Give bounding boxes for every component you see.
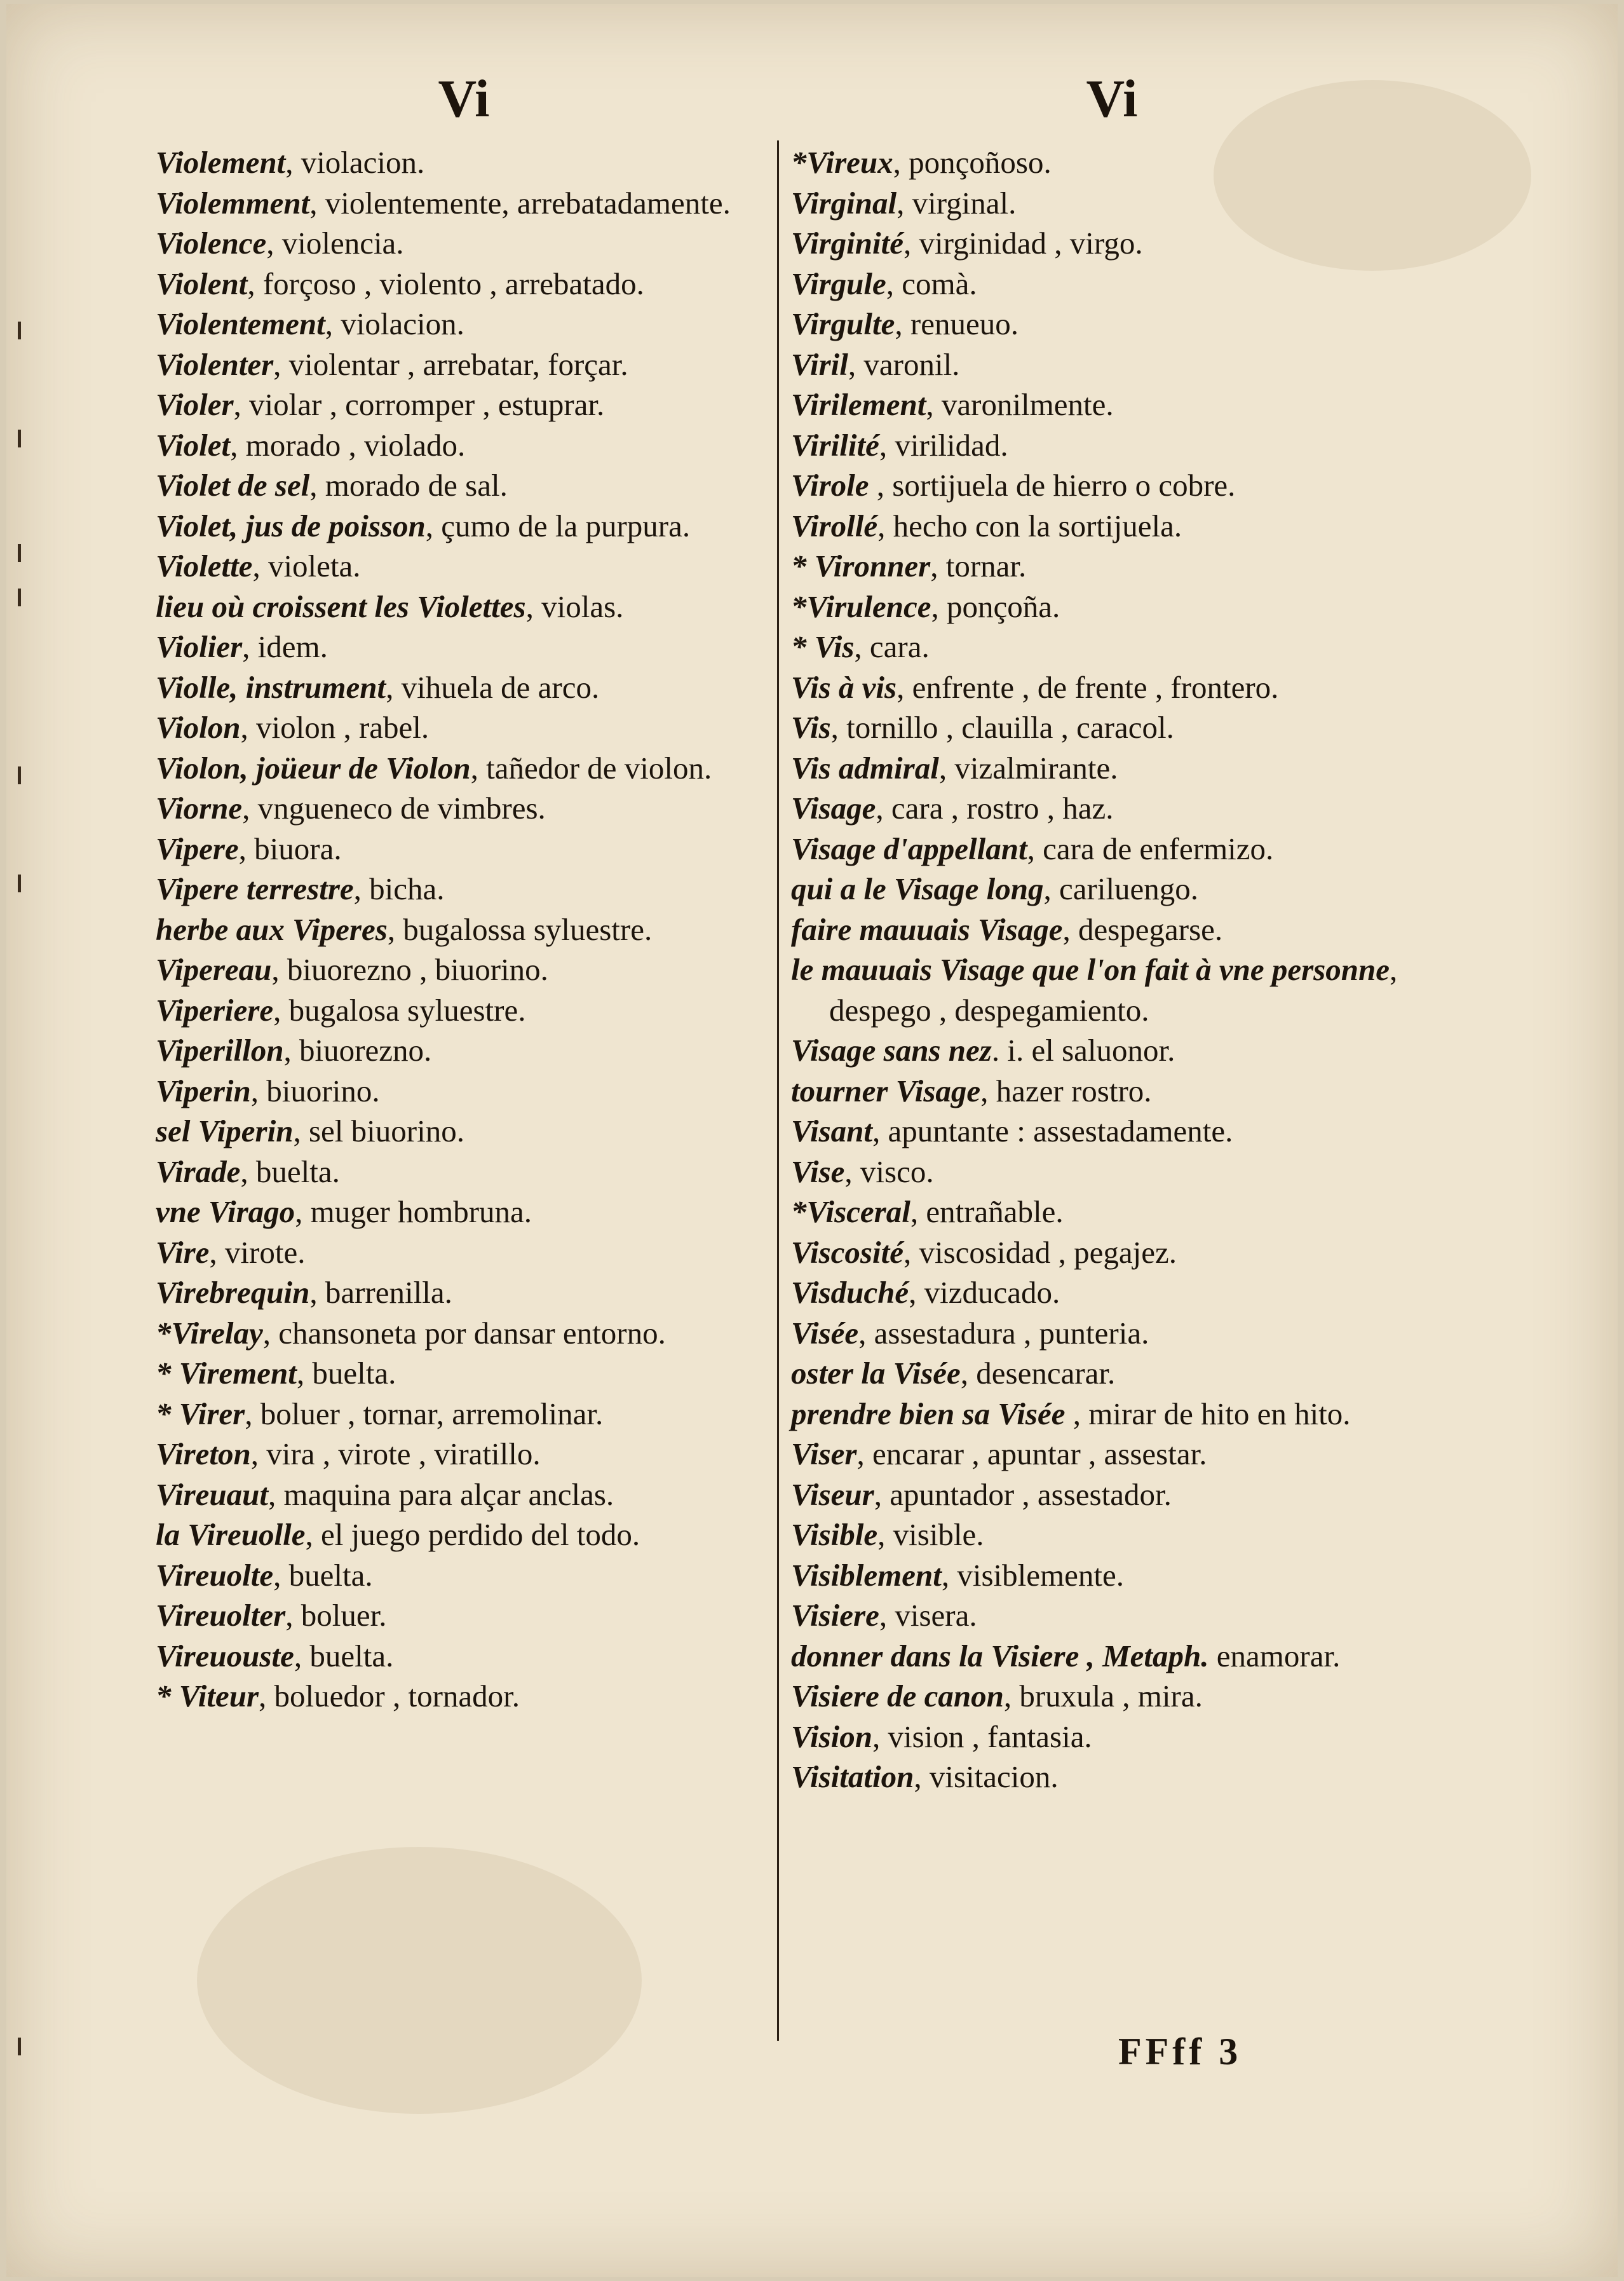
entry-definition: , violentar , arrebatar, forçar. bbox=[273, 346, 628, 382]
entry-definition: , vizducado. bbox=[909, 1275, 1060, 1310]
dictionary-entry bbox=[791, 1474, 1407, 1515]
entry-headword: Violenter bbox=[156, 346, 274, 382]
signature-mark: FFff 3 bbox=[1118, 2031, 1242, 2073]
dictionary-entry bbox=[791, 304, 1407, 344]
entry-definition: , biuorino. bbox=[250, 1073, 380, 1108]
dictionary-entry bbox=[156, 264, 766, 304]
entry-headword: lieu où croissent les Violettes bbox=[156, 589, 526, 624]
entry-headword: Violemment bbox=[156, 185, 310, 221]
entry-definition: , maquina para alçar anclas. bbox=[268, 1476, 614, 1512]
entry-definition: , violentemente, arrebatadamente. bbox=[309, 185, 731, 221]
dictionary-entry bbox=[791, 1394, 1407, 1434]
entry-headword: * Virer bbox=[156, 1396, 245, 1431]
entry-definition: , cara , rostro , haz. bbox=[876, 791, 1114, 826]
entry-definition: , buelta. bbox=[273, 1557, 373, 1593]
entry-headword: Visage bbox=[791, 791, 876, 826]
entry-headword: prendre bien sa Visée bbox=[791, 1396, 1066, 1431]
dictionary-entry bbox=[791, 183, 1407, 224]
entry-headword: Violet bbox=[156, 427, 231, 463]
dictionary-entry bbox=[791, 264, 1407, 304]
entry-headword: Virgule bbox=[791, 266, 886, 301]
entry-definition: , buelta. bbox=[294, 1638, 394, 1673]
entry-definition: enamorar. bbox=[1208, 1638, 1341, 1673]
entry-definition: , apuntante : assestadamente. bbox=[872, 1113, 1233, 1148]
entry-definition: , despego , despegamiento. bbox=[829, 952, 1398, 1028]
dictionary-entry bbox=[156, 990, 766, 1031]
entry-headword: * Viteur bbox=[156, 1678, 259, 1713]
entry-headword: Violette bbox=[156, 548, 253, 583]
entry-definition: , buelta. bbox=[296, 1356, 396, 1391]
entry-definition: , visera. bbox=[879, 1598, 977, 1633]
dictionary-entry bbox=[791, 950, 1407, 1030]
dictionary-entry bbox=[156, 546, 766, 587]
entry-definition: , renueuo. bbox=[895, 306, 1018, 341]
dictionary-entry bbox=[791, 1636, 1407, 1677]
dictionary-entry bbox=[156, 465, 766, 506]
entry-headword: Virginal bbox=[791, 185, 897, 221]
entry-definition: . i. el saluonor. bbox=[991, 1033, 1175, 1068]
entry-headword: Visée bbox=[791, 1315, 859, 1351]
entry-headword: Visiere de canon bbox=[791, 1678, 1004, 1713]
entry-definition: , tañedor de violon. bbox=[470, 750, 712, 786]
dictionary-entry bbox=[156, 1071, 766, 1112]
dictionary-entry bbox=[156, 1232, 766, 1273]
entry-headword: Virgulte bbox=[791, 306, 895, 341]
dictionary-entry bbox=[156, 1111, 766, 1152]
entry-headword: Violer bbox=[156, 387, 234, 422]
running-head-left: Vi bbox=[438, 69, 490, 128]
book-page bbox=[6, 4, 1618, 2277]
entry-headword: Vireuolter bbox=[156, 1598, 286, 1633]
entry-headword: Vipere bbox=[156, 831, 239, 866]
entry-headword: Vireton bbox=[156, 1436, 251, 1471]
entry-definition: , comà. bbox=[886, 266, 977, 301]
entry-headword: Visduché bbox=[791, 1275, 909, 1310]
entry-headword: Violier bbox=[156, 629, 243, 664]
dictionary-entry bbox=[791, 1676, 1407, 1717]
entry-headword: Vis admiral bbox=[791, 750, 939, 786]
page-stain bbox=[197, 1847, 642, 2114]
entry-headword: *Virelay bbox=[156, 1315, 263, 1351]
entry-definition: , encarar , apuntar , assestar. bbox=[856, 1436, 1207, 1471]
entry-headword: Vipereau bbox=[156, 952, 272, 987]
entry-headword: * Vis bbox=[791, 629, 855, 664]
entry-definition: , virote. bbox=[209, 1234, 306, 1270]
entry-headword: *Virulence bbox=[791, 589, 931, 624]
dictionary-entry bbox=[791, 627, 1407, 667]
entry-definition: , cariluengo. bbox=[1043, 871, 1199, 906]
entry-headword: Viril bbox=[791, 346, 848, 382]
dictionary-entry bbox=[156, 1676, 766, 1717]
dictionary-entry bbox=[156, 587, 766, 627]
running-head-right: Vi bbox=[1086, 69, 1138, 128]
dictionary-entry bbox=[791, 1595, 1407, 1636]
dictionary-entry bbox=[156, 142, 766, 183]
dictionary-entry bbox=[156, 1636, 766, 1677]
entry-definition: , muger hombruna. bbox=[295, 1194, 532, 1229]
entry-definition: , sel biuorino. bbox=[293, 1113, 464, 1148]
entry-headword: Visage d'appellant bbox=[791, 831, 1027, 866]
entry-headword: * Vironner bbox=[791, 548, 931, 583]
dictionary-entry bbox=[156, 425, 766, 466]
left-margin-marks bbox=[18, 322, 24, 2101]
entry-headword: herbe aux Viperes bbox=[156, 911, 388, 947]
dictionary-entry bbox=[791, 344, 1407, 385]
entry-headword: Viorne bbox=[156, 791, 243, 826]
dictionary-entry bbox=[791, 1030, 1407, 1071]
entry-definition: , buelta. bbox=[240, 1154, 340, 1189]
left-column bbox=[156, 142, 766, 1717]
entry-headword: Viscosité bbox=[791, 1234, 903, 1270]
entry-headword: Viser bbox=[791, 1436, 857, 1471]
entry-headword: Viperin bbox=[156, 1073, 251, 1108]
entry-headword: Virade bbox=[156, 1154, 241, 1189]
entry-definition: , idem. bbox=[242, 629, 328, 664]
dictionary-entry bbox=[156, 344, 766, 385]
entry-definition: , vira , virote , viratillo. bbox=[250, 1436, 541, 1471]
dictionary-entry bbox=[156, 909, 766, 950]
dictionary-entry bbox=[156, 304, 766, 344]
entry-definition: , enfrente , de frente , frontero. bbox=[897, 669, 1279, 705]
entry-definition: , virginal. bbox=[897, 185, 1017, 221]
entry-definition: , assestadura , punteria. bbox=[858, 1315, 1149, 1351]
entry-headword: Viperillon bbox=[156, 1033, 284, 1068]
entry-headword: Vis bbox=[791, 710, 831, 745]
entry-definition: , virginidad , virgo. bbox=[903, 226, 1143, 261]
entry-definition: , cara. bbox=[854, 629, 930, 664]
entry-definition: , ponçoña. bbox=[931, 589, 1060, 624]
entry-headword: Violence bbox=[156, 226, 267, 261]
dictionary-entry bbox=[791, 1555, 1407, 1596]
entry-definition: , barrenilla. bbox=[309, 1275, 452, 1310]
entry-headword: Virollé bbox=[791, 508, 878, 543]
entry-headword: Violentement bbox=[156, 306, 325, 341]
dictionary-entry bbox=[156, 748, 766, 789]
entry-definition: , tornillo , clauilla , caracol. bbox=[830, 710, 1174, 745]
dictionary-entry bbox=[791, 1353, 1407, 1394]
dictionary-entry bbox=[791, 1232, 1407, 1273]
entry-definition: , violas. bbox=[525, 589, 624, 624]
dictionary-entry bbox=[156, 1313, 766, 1354]
dictionary-entry bbox=[791, 1757, 1407, 1797]
entry-definition: , mirar de hito en hito. bbox=[1065, 1396, 1351, 1431]
dictionary-entry bbox=[156, 1152, 766, 1192]
entry-definition: , sortijuela de hierro o cobre. bbox=[869, 468, 1236, 503]
dictionary-entry bbox=[791, 587, 1407, 627]
entry-definition: , vngueneco de vimbres. bbox=[242, 791, 546, 826]
dictionary-entry bbox=[791, 506, 1407, 547]
entry-definition: , biuorezno. bbox=[283, 1033, 432, 1068]
dictionary-entry bbox=[791, 1192, 1407, 1232]
entry-definition: , varonil. bbox=[848, 346, 960, 382]
entry-definition: , forçoso , violento , arrebatado. bbox=[247, 266, 644, 301]
entry-definition: , cara de enfermizo. bbox=[1027, 831, 1274, 866]
entry-headword: faire mauuais Visage bbox=[791, 911, 1063, 947]
entry-headword: donner dans la Visiere , Metaph. bbox=[791, 1638, 1209, 1673]
dictionary-entry bbox=[791, 869, 1407, 909]
column-rule bbox=[777, 140, 779, 2041]
entry-definition: , violacion. bbox=[325, 306, 464, 341]
entry-definition: , visitacion. bbox=[914, 1759, 1059, 1794]
entry-definition: , çumo de la purpura. bbox=[425, 508, 691, 543]
dictionary-entry bbox=[156, 1434, 766, 1474]
entry-definition: , violon , rabel. bbox=[240, 710, 430, 745]
entry-definition: , violeta. bbox=[252, 548, 361, 583]
entry-definition: , entrañable. bbox=[910, 1194, 1064, 1229]
entry-definition: , morado de sal. bbox=[309, 468, 508, 503]
dictionary-entry bbox=[791, 788, 1407, 829]
entry-definition: , virilidad. bbox=[879, 427, 1008, 463]
dictionary-entry bbox=[791, 385, 1407, 425]
entry-definition: , bicha. bbox=[353, 871, 445, 906]
dictionary-entry bbox=[156, 1474, 766, 1515]
entry-definition: , visible. bbox=[877, 1517, 984, 1552]
entry-headword: Virebrequin bbox=[156, 1275, 310, 1310]
dictionary-entry bbox=[156, 667, 766, 708]
entry-headword: Vipere terrestre bbox=[156, 871, 354, 906]
dictionary-entry bbox=[156, 183, 766, 224]
entry-headword: Vireuolte bbox=[156, 1557, 274, 1593]
dictionary-entry bbox=[156, 950, 766, 990]
entry-headword: Violent bbox=[156, 266, 248, 301]
entry-definition: , violar , corromper , estuprar. bbox=[233, 387, 605, 422]
entry-definition: , boluer. bbox=[285, 1598, 387, 1633]
entry-headword: * Virement bbox=[156, 1356, 297, 1391]
dictionary-entry bbox=[791, 1313, 1407, 1354]
entry-definition: , desencarar. bbox=[960, 1356, 1116, 1391]
entry-headword: Vis à vis bbox=[791, 669, 897, 705]
entry-headword: vne Virago bbox=[156, 1194, 295, 1229]
dictionary-entry bbox=[791, 425, 1407, 466]
entry-headword: Vision bbox=[791, 1719, 873, 1754]
dictionary-entry bbox=[791, 1717, 1407, 1757]
entry-headword: la Vireuolle bbox=[156, 1517, 306, 1552]
entry-definition: , chansoneta por dansar entorno. bbox=[262, 1315, 666, 1351]
entry-definition: , viscosidad , pegajez. bbox=[903, 1234, 1177, 1270]
dictionary-entry bbox=[791, 667, 1407, 708]
entry-headword: Vise bbox=[791, 1154, 845, 1189]
dictionary-entry bbox=[156, 1394, 766, 1434]
entry-headword: Visiere bbox=[791, 1598, 879, 1633]
dictionary-entry bbox=[156, 1353, 766, 1394]
entry-definition: , vizalmirante. bbox=[938, 750, 1118, 786]
dictionary-entry bbox=[156, 829, 766, 869]
entry-headword: oster la Visée bbox=[791, 1356, 961, 1391]
dictionary-entry bbox=[791, 465, 1407, 506]
dictionary-entry bbox=[791, 223, 1407, 264]
entry-headword: Viseur bbox=[791, 1476, 874, 1512]
dictionary-entry bbox=[156, 788, 766, 829]
entry-headword: Violet, jus de poisson bbox=[156, 508, 426, 543]
dictionary-entry bbox=[156, 1272, 766, 1313]
entry-definition: , biuora. bbox=[238, 831, 342, 866]
entry-headword: Virilité bbox=[791, 427, 879, 463]
entry-headword: Vire bbox=[156, 1234, 210, 1270]
entry-headword: Violon, joüeur de Violon bbox=[156, 750, 471, 786]
dictionary-entry bbox=[791, 829, 1407, 869]
entry-definition: , despegarse. bbox=[1062, 911, 1223, 947]
entry-definition: , bruxula , mira. bbox=[1003, 1678, 1203, 1713]
entry-definition: , boluer , tornar, arremolinar. bbox=[245, 1396, 604, 1431]
entry-headword: Visible bbox=[791, 1517, 878, 1552]
entry-definition: , ponçoñoso. bbox=[893, 145, 1052, 180]
dictionary-entry bbox=[156, 1030, 766, 1071]
entry-headword: Virole bbox=[791, 468, 869, 503]
dictionary-entry bbox=[156, 1595, 766, 1636]
right-column bbox=[791, 142, 1407, 1797]
entry-definition: , morado , violado. bbox=[230, 427, 466, 463]
entry-definition: , violacion. bbox=[285, 145, 425, 180]
entry-definition: , vision , fantasia. bbox=[872, 1719, 1092, 1754]
entry-definition: , hazer rostro. bbox=[980, 1073, 1152, 1108]
dictionary-entry bbox=[791, 707, 1407, 748]
entry-headword: Visant bbox=[791, 1113, 873, 1148]
entry-headword: Virilement bbox=[791, 387, 926, 422]
dictionary-entry bbox=[156, 385, 766, 425]
entry-definition: , visco. bbox=[844, 1154, 934, 1189]
dictionary-entry bbox=[791, 909, 1407, 950]
entry-definition: , bugalosa syluestre. bbox=[273, 992, 526, 1028]
entry-definition: , hecho con la sortijuela. bbox=[877, 508, 1182, 543]
dictionary-entry bbox=[791, 1111, 1407, 1152]
entry-definition: , biuorezno , biuorino. bbox=[271, 952, 548, 987]
dictionary-entry bbox=[156, 223, 766, 264]
entry-definition: , visiblemente. bbox=[941, 1557, 1125, 1593]
dictionary-entry bbox=[156, 1192, 766, 1232]
entry-headword: Virginité bbox=[791, 226, 904, 261]
dictionary-entry bbox=[791, 1515, 1407, 1555]
entry-definition: , apuntador , assestador. bbox=[874, 1476, 1172, 1512]
dictionary-entry bbox=[791, 1071, 1407, 1112]
dictionary-entry bbox=[791, 1152, 1407, 1192]
dictionary-entry bbox=[156, 869, 766, 909]
dictionary-entry bbox=[156, 707, 766, 748]
dictionary-entry bbox=[791, 546, 1407, 587]
entry-headword: le mauuais Visage que l'on fait à vne personne bbox=[791, 952, 1390, 987]
dictionary-entry bbox=[791, 1434, 1407, 1474]
entry-headword: Vireuouste bbox=[156, 1638, 294, 1673]
dictionary-entry bbox=[156, 1555, 766, 1596]
entry-headword: Violon bbox=[156, 710, 241, 745]
entry-headword: qui a le Visage long bbox=[791, 871, 1044, 906]
entry-definition: , vihuela de arco. bbox=[386, 669, 600, 705]
entry-definition: , bugalossa syluestre. bbox=[387, 911, 653, 947]
entry-headword: Violet de sel bbox=[156, 468, 310, 503]
entry-definition: , violencia. bbox=[266, 226, 404, 261]
entry-headword: Violle, instrument bbox=[156, 669, 386, 705]
entry-definition: , boluedor , tornador. bbox=[259, 1678, 520, 1713]
dictionary-entry bbox=[156, 627, 766, 667]
entry-definition: , varonilmente. bbox=[926, 387, 1114, 422]
entry-headword: Vireuaut bbox=[156, 1476, 269, 1512]
entry-headword: sel Viperin bbox=[156, 1113, 294, 1148]
entry-headword: Viperiere bbox=[156, 992, 274, 1028]
entry-headword: Visitation bbox=[791, 1759, 914, 1794]
dictionary-entry bbox=[791, 142, 1407, 183]
entry-definition: , el juego perdido del todo. bbox=[305, 1517, 640, 1552]
dictionary-entry bbox=[156, 1515, 766, 1555]
entry-headword: Visiblement bbox=[791, 1557, 942, 1593]
dictionary-entry bbox=[791, 748, 1407, 789]
dictionary-entry bbox=[791, 1272, 1407, 1313]
dictionary-entry bbox=[156, 506, 766, 547]
entry-headword: *Visceral bbox=[791, 1194, 910, 1229]
entry-headword: Violement bbox=[156, 145, 286, 180]
entry-definition: , tornar. bbox=[930, 548, 1027, 583]
entry-headword: *Vireux bbox=[791, 145, 893, 180]
entry-headword: tourner Visage bbox=[791, 1073, 981, 1108]
entry-headword: Visage sans nez bbox=[791, 1033, 992, 1068]
